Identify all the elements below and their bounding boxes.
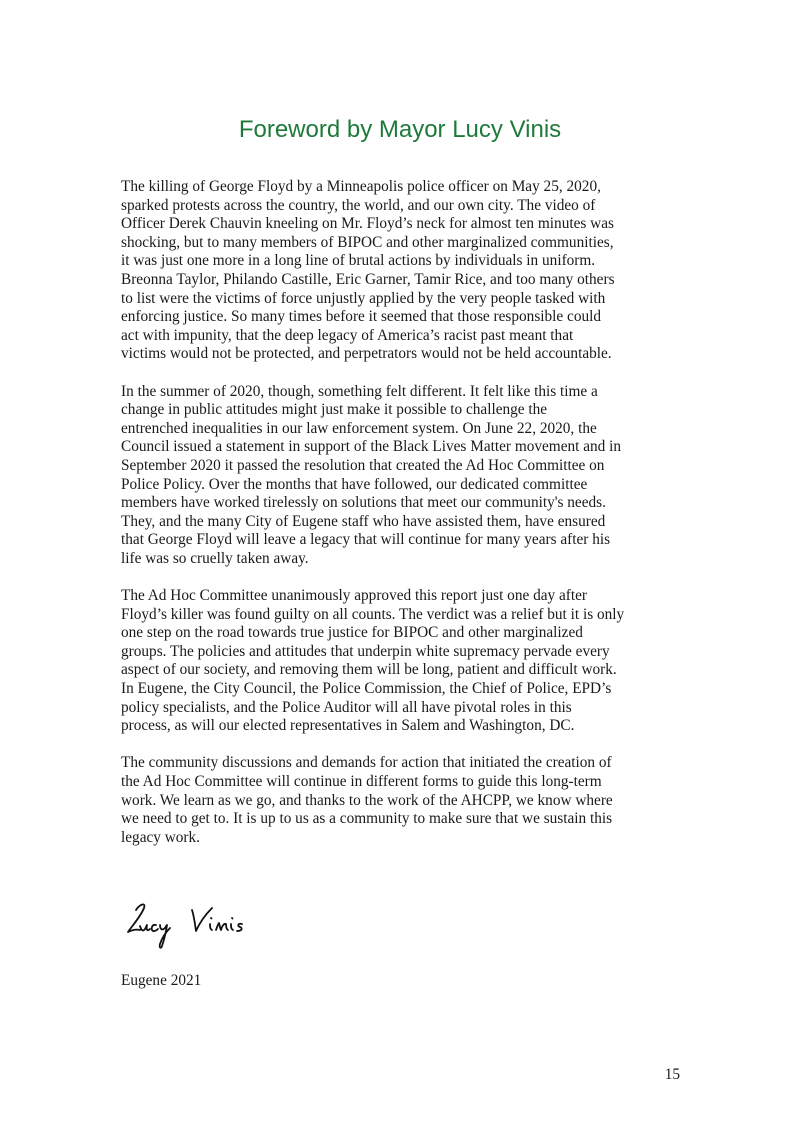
paragraph-4: The community discussions and demands for action that initiated the creation of the Ad Hoc Committee will continue in different forms to guide this long-term work. We learn as we go, and thanks to the work of the AHCPP, we know where we need to get to. It is up to us as a community to make sure that we sustain this legacy work. bbox=[121, 754, 613, 846]
paragraph-1: The killing of George Floyd by a Minneapolis police officer on May 25, 2020, sparked protests across the country, the world, and our own city. The video of Officer Derek Chauvin kneeling on Mr. Floyd’s neck for almost ten minutes was shocking, but to many members of BIPOC and other marginalized communities, it was just one more in a long line of brutal actions by individuals in uniform. Breonna Taylor, Philando Castille, Eric Garner, Tamir Rice, and too many others to list were the victims of force unjustly applied by the very people tasked with enforcing justice. So many times before it seemed that those responsible could act with impunity, that the deep legacy of America’s racist past meant that victims would not be protected, and perpetrators would not be held accountable. bbox=[121, 178, 615, 363]
signature-image bbox=[120, 896, 250, 956]
page-number: 15 bbox=[664, 1066, 680, 1083]
paragraph-2: In the summer of 2020, though, something felt different. It felt like this time a change in public attitudes might just make it possible to challenge the entrenched inequalities in our law enforcement system. On June 22, 2020, the Council issued a statement in support of the Black Lives Matter movement and in September 2020 it passed the resolution that created the Ad Hoc Committee on Police Policy. Over the months that have followed, our dedicated committee members have worked tirelessly on solutions that meet our community's needs. They, and the many City of Eugene staff who have assisted them, have ensured that George Floyd will leave a legacy that will continue for many years after his life was so cruelly taken away. bbox=[121, 382, 622, 567]
place-date: Eugene 2021 bbox=[121, 972, 202, 989]
foreword-body bbox=[121, 178, 681, 866]
page-title: Foreword by Mayor Lucy Vinis bbox=[238, 116, 562, 143]
paragraph-3: The Ad Hoc Committee unanimously approved this report just one day after Floyd’s killer was found guilty on all counts. The verdict was a relief but it is only one step on the road towards true justice for BIPOC and other marginalized groups. The policies and attitudes that underpin white supremacy pervade every aspect of our society, and removing them will be long, patient and difficult work. In Eugene, the City Council, the Police Commission, the Chief of Police, EPD’s policy specialists, and the Police Auditor will all have pivotal roles in this process, as will our elected representatives in Salem and Washington, DC. bbox=[121, 587, 625, 735]
